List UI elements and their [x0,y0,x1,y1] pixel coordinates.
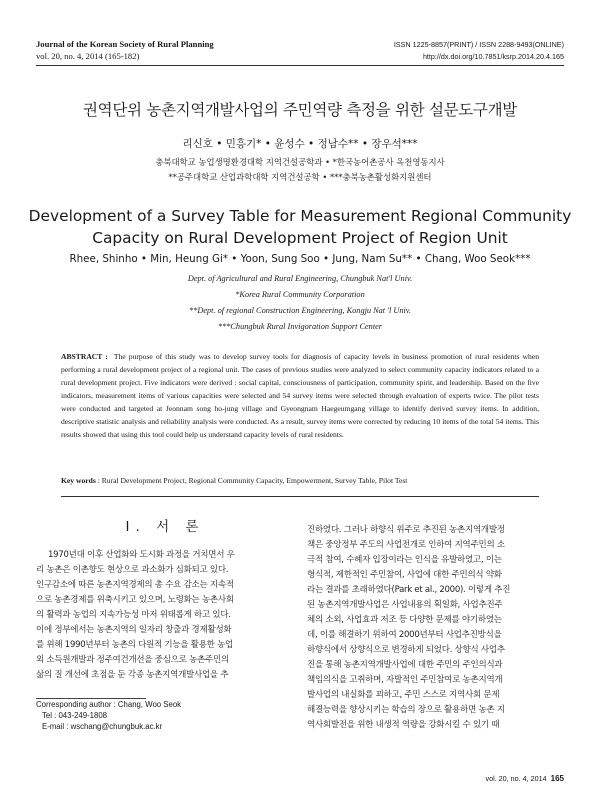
body-line: 인구감소에 따른 농촌지역경제의 총 수요 감소는 지속적 [36,580,234,590]
body-line: 책은 중앙정부 주도의 사업전개로 인하여 지역주민의 소 [307,540,505,550]
abstract [61,350,539,441]
doi-link[interactable]: http://dx.doi.org/10.7851/ksrp.2014.20.4.165 [422,51,564,61]
body-line: 데, 이를 해결하기 위하여 2000년부터 사업추진방식을 [307,630,502,640]
journal-name: Journal of the Korean Society of Rural Planning [36,39,214,49]
body-left-column [36,548,294,683]
body-line: 의 활력과 농업의 지속가능성 마저 위태롭게 하고 있다. [36,610,231,620]
korean-authors: 리신호 • 민흥기* • 윤성수 • 정남수** • 장우석*** [182,138,418,150]
page-footer [486,774,565,783]
body-line: 를 위해 1990년부터 농촌의 다원적 기능을 활용한 농업 [36,640,234,650]
body-line: 이에 정부에서는 농촌지역의 일자리 창출과 경제활성화 [36,625,232,635]
journal-header [36,39,214,62]
korean-title: 권역단위 농촌지역개발사업의 주민역량 측정을 위한 설문도구개발 [83,101,517,119]
footer-volume: vol. 20, no. 4, 2014 [485,774,547,783]
body-line: 역사회발전을 위한 내생적 역량을 강화시킬 수 있기 때 [307,720,500,730]
body-line: 1970년대 이후 산업화와 도시화 과정을 거치면서 우 [48,550,235,560]
author-phone: Tel : 043-249-1808 [42,711,108,720]
body-line: 외 소득원개발과 정주여건개선을 중심으로 농촌주민의 [36,655,229,665]
english-title [0,205,600,249]
keywords-divider [61,496,539,497]
issn: ISSN 1225-8857(PRINT) / ISSN 2288-9493(ONLINE) [393,40,564,49]
english-title-line-1: Development of a Survey Table for Measurement Regional Community [28,207,572,225]
body-line: 진을 통해 농촌지역개발사업에 대한 주민의 주인의식과 [307,660,503,670]
english-authors: Rhee, Shinho • Min, Heung Gi* • Yoon, Sung Soo • Jung, Nam Su** • Chang, Woo Seok*** [69,253,531,265]
body-line: 책임의식을 고취하며, 자발적인 주민참여로 농촌지역개 [307,675,503,685]
section-title: I. 서 론 [125,519,205,535]
body-line: 하향식에서 상향식으로 변경하게 되었다. 상향식 사업추 [307,645,505,655]
keywords-text: : Rural Development Project, Regional Community Capacity, Empowerment, Survey Table, Pilot Test [97,476,408,485]
body-line: 발사업의 내실화를 꾀하고, 주민 스스로 지역사회 문제 [307,690,500,700]
author-email[interactable]: E-mail : wschang@chungbuk.ac.kr [42,722,163,731]
corresponding-author: Corresponding author : Chang, Woo Seok [36,700,182,709]
body-right-column [307,523,565,733]
journal-volume: vol. 20, no. 4, 2014 (165-182) [36,50,140,61]
body-line: 된 농촌지역개발사업은 사업내용의 획일화, 사업추진주 [307,600,503,610]
body-line: 체의 소외, 사업효과 저조 등 다양한 문제를 야기하였는 [307,615,502,625]
page-number: 165 [550,774,564,783]
abstract-text: The purpose of this study was to develop survey tools for diagnosis of capacity levels in business promotion of rural residents when performing a rural development project of a regional unit. The cases of previous studies were analyzed to select community capacity indicators related to a rural development project. Five indicators were derived : social capital, consciousness of participation, community spirit, and leadership. Based on the five indicators, measurement items of various capacities were selected and 54 survey items were selected through evaluation of experts twice. The pilot tests were conducted and targeted at Jeonnam song ho-jung village and Gyeongnam Haegeumgang village to identify derived survey items. In addition, descriptive statistic analysis and reliability analysis were conducted. As a result, survey items were corrected by reducing 10 items of the total 54 items. This results showed that using this tool could help us understand capacity levels of rural residents. [61,352,539,439]
footnote [36,699,181,732]
english-affiliation-1: Dept. of Agricultural and Rural Engineering, Chungbuk Nat'l Univ. [187,274,413,283]
english-affiliation-2: *Korea Rural Community Corporation [235,290,365,299]
english-affiliation-4: ***Chungbuk Rural Invigoration Support Center [217,322,383,331]
body-line: 라는 결과를 초래하였다(Park et al., 2000). 이렇게 추진 [307,585,511,595]
keywords [61,476,539,485]
english-title-line-2: Capacity on Rural Development Project of Region Unit [92,229,508,247]
keywords-label: Key words [61,476,96,485]
header-divider [36,65,564,66]
body-line: 극적 참여, 수혜자 입장이라는 인식을 유발하였고, 이는 [307,555,502,565]
journal-identifiers [394,39,564,62]
body-line: 삶의 질 개선에 초점을 둔 각종 농촌지역개발사업을 추 [36,670,229,680]
body-line: 진하였다. 그러나 하향식 위주로 추진된 농촌지역개발정 [307,525,505,535]
body-line: 리 농촌은 이촌향도 현상으로 과소화가 심화되고 있다. [36,565,229,575]
body-line: 해결능력을 향상시키는 학습의 장으로 활용하면 농촌 지 [307,705,505,715]
english-affiliation-3: **Dept. of regional Construction Engineering, Kongju Nat 'l Univ. [189,306,411,315]
abstract-label: ABSTRACT : [61,352,108,361]
body-line: 으로 농촌경제를 위축시키고 있으며, 노령화는 농촌사회 [36,595,234,605]
korean-affiliation-1: 충북대학교 농업생명환경대학 지역건설공학과 • *한국농어촌공사 옥천영동지사 [155,157,445,167]
body-line: 형식적, 제한적인 주민참여, 사업에 대한 주민의식 약화 [307,570,502,580]
korean-affiliation-2: **공주대학교 산업과학대학 지역건설공학 • ***충북농촌활성화지원센터 [168,172,432,182]
